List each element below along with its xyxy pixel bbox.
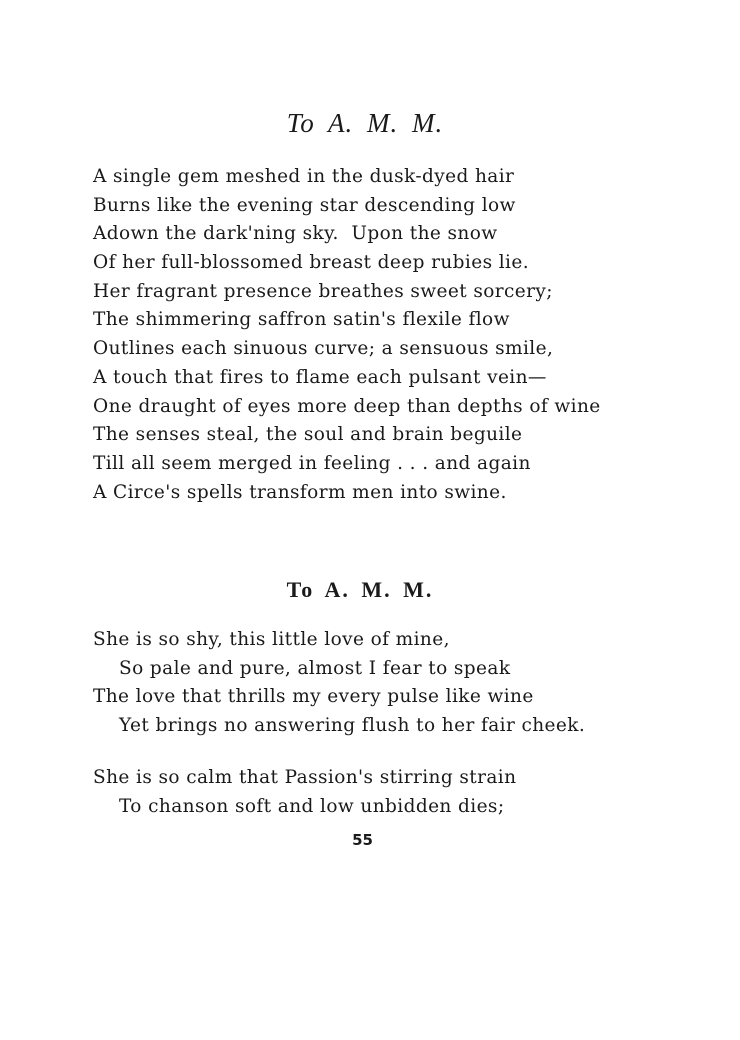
- poem-2-stanza-2: [93, 764, 516, 821]
- poem-line: Burns like the evening star descending low: [93, 194, 516, 216]
- poem-line: Till all seem merged in feeling . . . and again: [93, 452, 531, 474]
- poem-line: The love that thrills my every pulse like wine: [93, 686, 534, 708]
- poem-line: The shimmering saffron satin's flexile flow: [93, 309, 510, 331]
- poem-line: To chanson soft and low unbidden dies;: [119, 795, 505, 817]
- poem-line: Adown the dark'ning sky. Upon the snow: [93, 223, 498, 245]
- poem-line: She is so shy, this little love of mine,: [93, 629, 450, 650]
- poem-line: She is so calm that Passion's stirring strain: [93, 767, 517, 788]
- poem-line: Of her full-blossomed breast deep rubies lie.: [93, 252, 530, 274]
- page-number: 55: [352, 831, 373, 849]
- poem-line: A Circe's spells transform men into swine.: [93, 481, 507, 503]
- poem-line: A touch that fires to flame each pulsant vein—: [93, 366, 547, 388]
- poem-line: Yet brings no answering flush to her fair cheek.: [119, 715, 586, 737]
- poem-line: Her fragrant presence breathes sweet sorcery;: [93, 280, 553, 302]
- poem-line: The senses steal, the soul and brain beguile: [93, 424, 523, 446]
- poem-line: One draught of eyes more deep than depths of wine: [93, 395, 601, 417]
- poem-line: A single gem meshed in the dusk-dyed hair: [93, 166, 515, 187]
- poem-2-stanza-1: [93, 626, 585, 741]
- poem-title-1: To A. M. M.: [286, 108, 444, 138]
- poem-line: Outlines each sinuous curve; a sensuous smile,: [93, 338, 554, 360]
- poem-title-2: To A. M. M.: [286, 577, 434, 602]
- poem-1-stanza: [93, 163, 601, 507]
- poem-line: So pale and pure, almost I fear to speak: [119, 657, 511, 679]
